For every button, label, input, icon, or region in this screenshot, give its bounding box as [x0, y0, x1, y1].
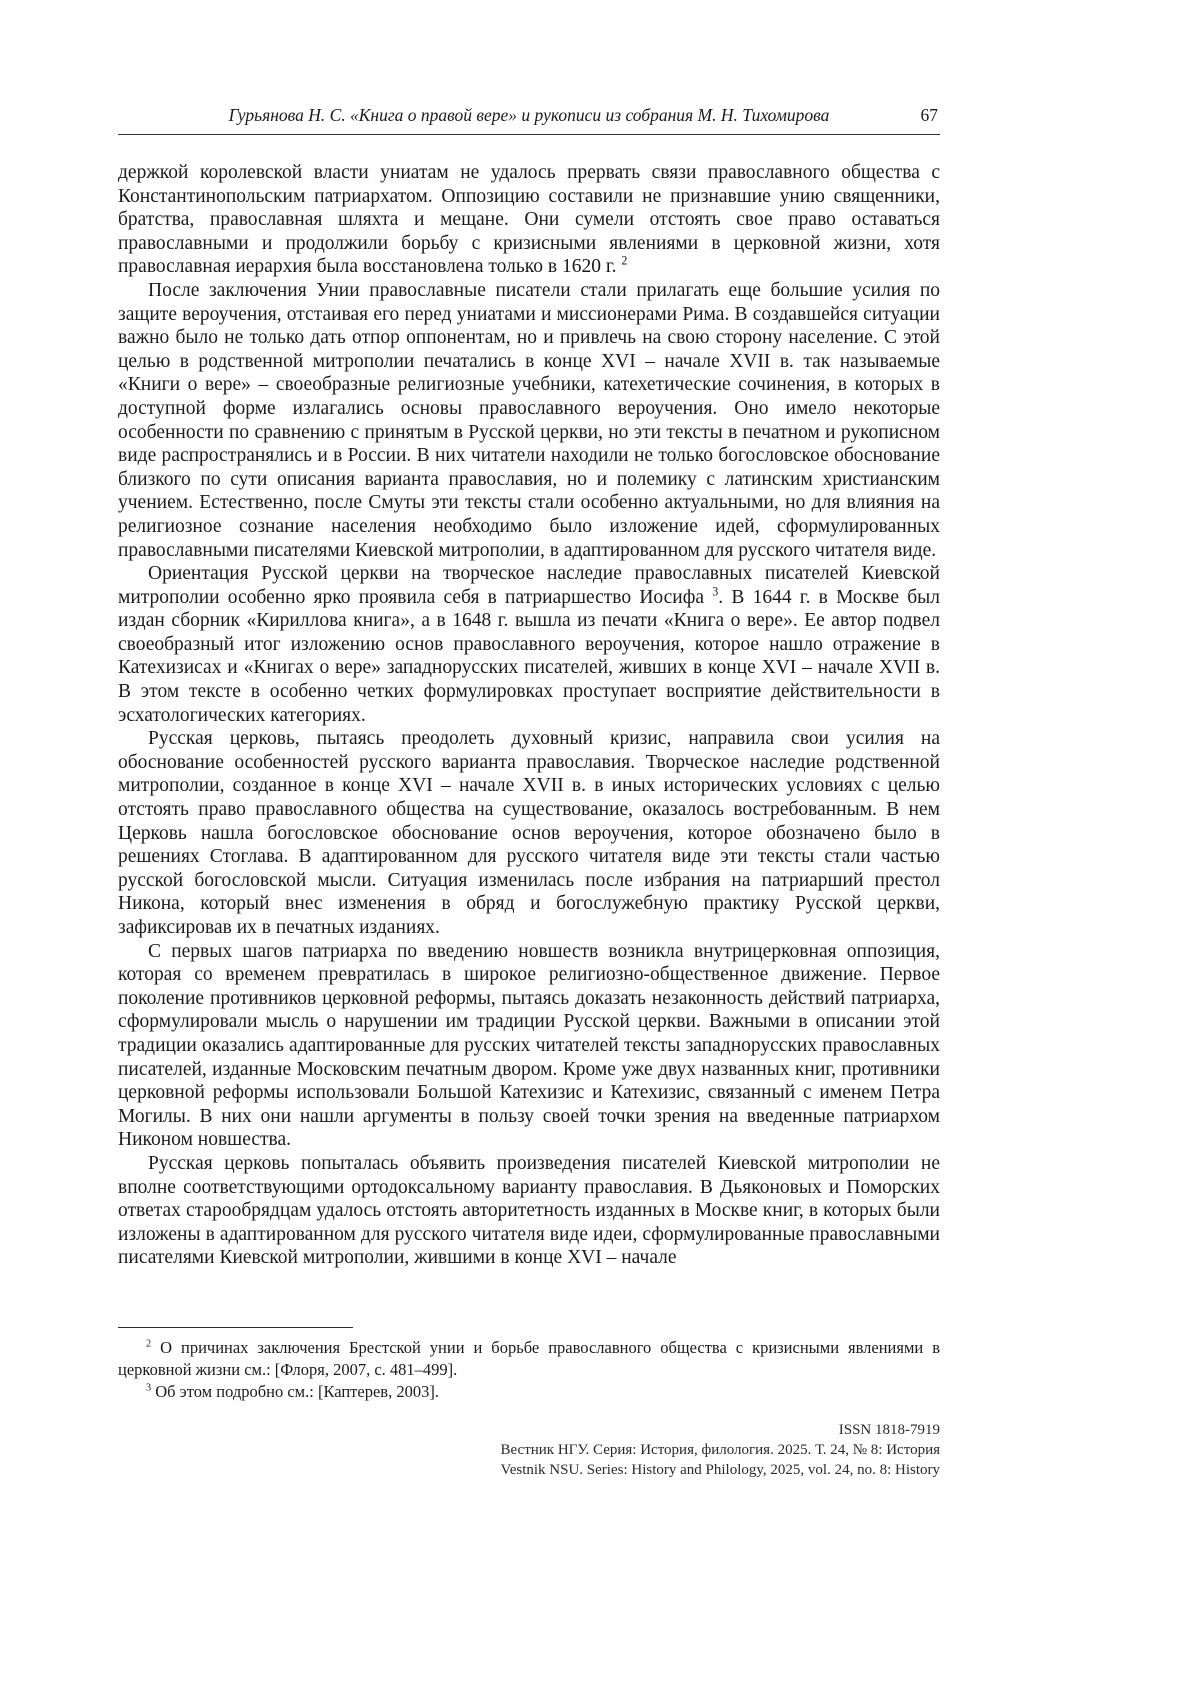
- body-paragraph: [118, 727, 940, 939]
- page-number: 67: [920, 105, 938, 125]
- paragraph-text: После заключения Унии православные писатели стали прилагать еще большие усилия по защите вероучения, отстаивая его перед униатами и миссионерами Рима. В создавшейся ситуации важно было не только дать отпор оппонентам, но и привлечь на свою сторону население. С этой целью в родственной митрополии печатались в конце XVI – начале XVII в. так называемые «Книги о вере» – своеобразные религиозные учебники, катехетические сочинения, в которых в доступной форме излагались основы православного вероучения. Оно имело некоторые особенности по сравнению с принятым в Русской церкви, но эти тексты в печатном и рукописном виде распространялись и в России. В них читатели находили не только богословское обоснование близкого по сути описания варианта православия, но и полемику с латинским христианским учением. Естественно, после Смуты эти тексты стали особенно актуальными, но для влияния на религиозное сознание населения необходимо было изложение идей, сформулированных православными писателями Киевской митрополии, в адаптированном для русского читателя виде.: [118, 279, 940, 561]
- paragraph-text: Русская церковь, пытаясь преодолеть духовный кризис, направила свои усилия на обоснование особенностей русского варианта православия. Творческое наследие родственной митрополии, созданное в конце XVI – начале XVII в. в иных исторических условиях с целью отстоять право православного общества на существование, оказалось востребованным. В нем Церковь нашла богословское обоснование основ вероучения, которое обозначено было в решениях Стоглава. В адаптированном для русского читателя виде эти тексты стали частью русской богословской мысли. Ситуация изменилась после избрания на патриарший престол Никона, который внес изменения в обряд и богослужебную практику Русской церкви, зафиксировав их в печатных изданиях.: [118, 728, 940, 938]
- article-body: [118, 161, 940, 1270]
- footnotes-section: [118, 1327, 940, 1403]
- footer-journal-en: Vestnik NSU. Series: History and Philology, 2025, vol. 24, no. 8: History: [500, 1462, 940, 1478]
- body-paragraph: [118, 562, 940, 727]
- footer-issn: ISSN 1818-7919: [838, 1422, 940, 1438]
- page-footer: [118, 1420, 940, 1480]
- footnote-ref: 2: [621, 253, 628, 268]
- paragraph-text: . В 1644 г. в Москве был издан сборник «Кириллова книга», а в 1648 г. вышла из печати «Книга о вере». Ее автор подвел своеобразный итог изложению основ православного вероучения, которое нашло отражение в Катехизисах и «Книгах о вере» западнорусских писателей, живших в конце XVI – начале XVII в. В этом тексте в особенно четких формулировках проступает восприятие действительности в эсхатологических категориях.: [118, 586, 940, 726]
- footnote-text: О причинах заключения Брестской унии и борьбе православного общества с кризисными явлениями в церковной жизни см.: [Флоря, 2007, с. 481–499].: [118, 1338, 941, 1379]
- paragraph-text: держкой королевской власти униатам не удалось прервать связи православного общества с Константинопольским патриархатом. Оппозицию составили не признавшие унию священники, братства, православная шляхта и мещане. Они сумели отстоять свое право оставаться православными и продолжили борьбу с кризисными явлениями в церковной жизни, хотя православная иерархия была восстановлена только в 1620 г.: [118, 162, 940, 278]
- body-paragraph: [118, 1152, 940, 1270]
- paragraph-text: Русская церковь попыталась объявить произведения писателей Киевской митрополии не вполне соответствующими ортодоксальному варианту православия. В Дьяконовых и Поморских ответах старообрядцам удалось отстоять авторитетность изданных в Москве книг, в которых были изложены в адаптированном для русского читателя виде идеи, сформулированные православными писателями Киевской митрополии, жившими в конце XVI – начале: [118, 1152, 940, 1269]
- body-paragraph: [118, 161, 940, 279]
- footnote-marker: 3: [146, 1382, 152, 1394]
- footnote-item: [118, 1381, 940, 1403]
- paragraph-text: С первых шагов патриарха по введению новшеств возникла внутрицерковная оппозиция, которая со временем превратилась в широкое религиозно-общественное движение. Первое поколение противников церковной реформы, пытаясь доказать незаконность действий патриарха, сформулировали мысль о нарушении им традиции Русской церкви. Важными в описании этой традиции оказались адаптированные для русских читателей тексты западнорусских православных писателей, изданные Московским печатным двором. Кроме уже двух названных книг, противники церковной реформы использовали Большой Катехизис и Катехизис, связанный с именем Петра Могилы. В них они нашли аргументы в пользу своей точки зрения на введенные патриархом Никоном новшества.: [118, 940, 940, 1151]
- footer-journal-ru: Вестник НГУ. Серия: История, филология. 2025. Т. 24, № 8: История: [500, 1442, 940, 1458]
- footnote-marker: 2: [146, 1338, 152, 1350]
- footnote-text: Об этом подробно см.: [Каптерев, 2003].: [155, 1382, 439, 1401]
- running-header-title: Гурьянова Н. С. «Книга о правой вере» и рукописи из собрания М. Н. Тихомирова: [228, 105, 830, 125]
- body-paragraph: [118, 279, 940, 562]
- footnote-ref: 3: [712, 584, 719, 599]
- footnote-divider: [118, 1327, 353, 1328]
- footnote-item: [118, 1337, 940, 1381]
- body-paragraph: [118, 940, 940, 1152]
- header-divider: [118, 134, 940, 135]
- paragraph-text: Ориентация Русской церкви на творческое наследие православных писателей Киевской митрополии особенно ярко проявила себя в патриаршество Иосифа: [118, 563, 940, 608]
- running-header: [118, 104, 940, 126]
